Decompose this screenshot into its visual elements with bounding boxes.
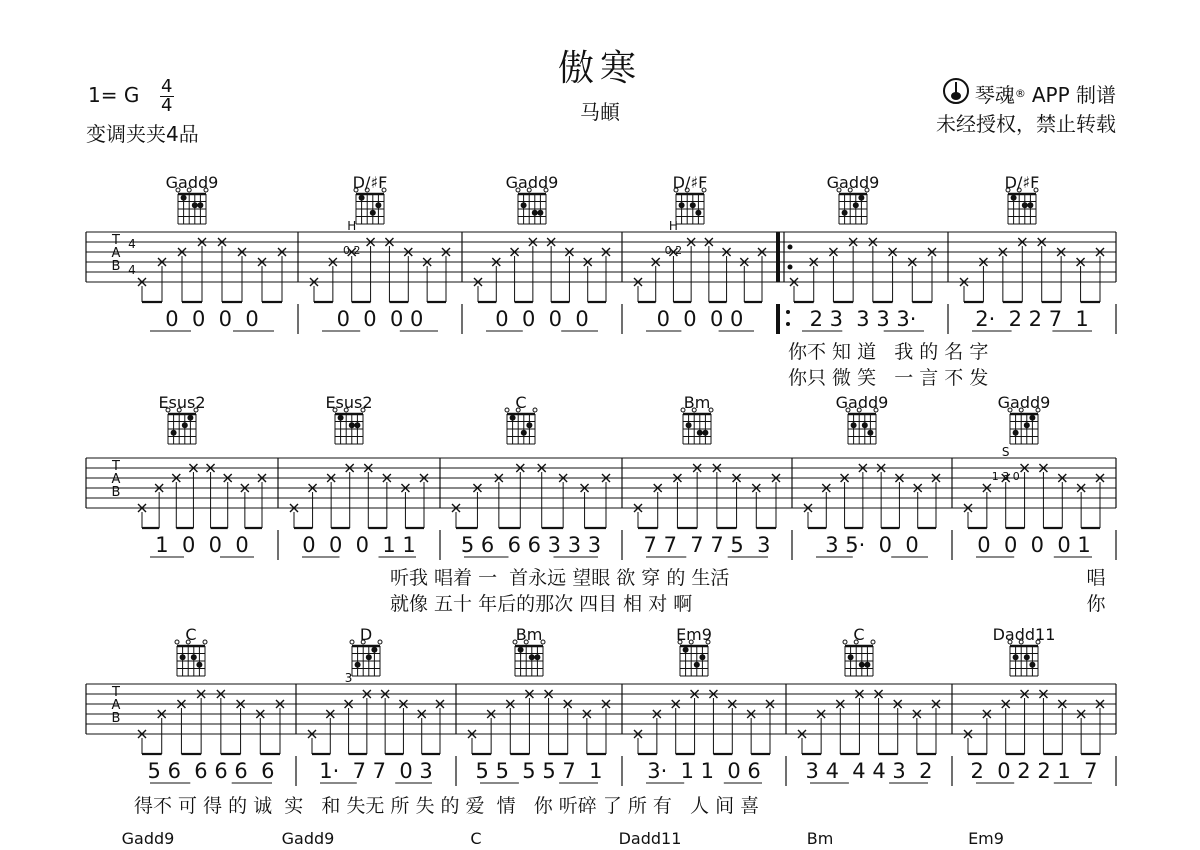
fret-number: 1 3 0 <box>991 470 1020 483</box>
chord-diagram-1-1 <box>333 408 365 444</box>
diagram-dot <box>1024 422 1030 428</box>
diagram-dot <box>370 210 376 216</box>
diagram-dot <box>686 422 692 428</box>
tab-clef-letter: B <box>111 259 121 274</box>
diagram-dot <box>371 647 377 653</box>
notation-numbers: 0 0 0 0 <box>165 307 259 331</box>
chord-name: D <box>359 625 373 644</box>
repeat-dot <box>786 310 790 314</box>
diagram-dot <box>1013 654 1019 660</box>
time-top: 4 <box>160 76 173 97</box>
diagram-dot <box>858 195 864 201</box>
technique-mark: H <box>668 219 678 233</box>
chord-name: Gadd9 <box>505 173 559 192</box>
chord-diagram-0-0 <box>176 188 208 224</box>
chord-name: C <box>515 393 527 412</box>
technique-mark: H <box>347 219 357 233</box>
diagram-dot <box>851 422 857 428</box>
diagram-dot <box>534 654 540 660</box>
song-artist: 马頔 <box>580 100 620 124</box>
chord-diagram-0-2 <box>516 188 548 224</box>
diagram-dot <box>862 422 868 428</box>
chord-name: Gadd9 <box>835 393 889 412</box>
chord-diagram-2-4 <box>843 640 875 676</box>
lyric-line: 听我 唱着 一 首永远 望眼 欲 穿 的 生活 <box>390 567 730 589</box>
diagram-dot <box>529 654 535 660</box>
diagram-dot <box>1022 202 1028 208</box>
diagram-dot <box>187 415 193 421</box>
chord-name: D/♯F <box>672 173 708 192</box>
chord-name: D/♯F <box>1004 173 1040 192</box>
brand-suffix: APP 制谱 <box>1031 83 1116 107</box>
chord-diagram-0-1 <box>354 188 386 224</box>
notation-numbers: 3 5· 0 0 <box>825 533 919 557</box>
chord-name: Em9 <box>676 625 712 644</box>
chord-diagram-0-4 <box>837 188 869 224</box>
diagram-dot <box>180 654 186 660</box>
time-bottom: 4 <box>160 95 173 116</box>
copyright-notice: 未经授权，禁止转载 <box>936 112 1116 136</box>
brand-mark: ® <box>1014 87 1026 100</box>
diagram-dot <box>338 415 344 421</box>
notation-numbers: 3· 1 1 0 6 <box>647 759 761 783</box>
diagram-open <box>533 408 537 412</box>
diagram-dot <box>197 202 203 208</box>
diagram-open <box>203 640 207 644</box>
diagram-open <box>871 640 875 644</box>
chord-diagram-0-5 <box>1006 188 1038 224</box>
diagram-dot <box>848 654 854 660</box>
chord-name: Bm <box>683 393 711 412</box>
repeat-dot <box>788 265 793 270</box>
lyric-line: 得不 可 得 的 诚 实 和 失无 所 失 的 爱 情 你 听碎 了 所 有 人 间 喜 <box>134 795 760 817</box>
chord-name: Bm <box>515 625 543 644</box>
diagram-open <box>378 640 382 644</box>
chord-name: C <box>185 625 197 644</box>
notation-numbers: 5 5 5 5 7 1 <box>475 759 603 783</box>
lyric-pickup: 唱 <box>1086 567 1106 589</box>
fret-number: 0 2 <box>664 244 683 257</box>
diagram-open <box>175 640 179 644</box>
chord-diagram-1-0 <box>166 408 198 444</box>
diagram-dot <box>1024 654 1030 660</box>
diagram-dot <box>1013 430 1019 436</box>
diagram-open <box>505 408 509 412</box>
tab-clef-letter: A <box>111 246 121 261</box>
diagram-open <box>350 640 354 644</box>
tab-clef-letter: T <box>112 459 120 474</box>
lyric-line: 就像 五十 年后的那次 四目 相 对 啊 <box>390 593 693 615</box>
diagram-dot <box>355 662 361 668</box>
tab-clef-letter: B <box>111 711 121 726</box>
diagram-dot <box>354 422 360 428</box>
diagram-dot <box>694 662 700 668</box>
diagram-dot <box>171 430 177 436</box>
diagram-dot <box>181 195 187 201</box>
chord-diagram-0-3 <box>674 188 706 224</box>
diagram-dot <box>859 662 865 668</box>
diagram-dot <box>349 422 355 428</box>
diagram-dot <box>1029 662 1035 668</box>
tab-clef-letter: B <box>111 485 121 500</box>
chord-diagram-1-4 <box>846 408 878 444</box>
chord-diagram-2-3 <box>678 640 710 676</box>
notation-numbers: 0 0 0 0 1 <box>977 533 1091 557</box>
notation-numbers: 1· 7 7 0 3 <box>319 759 433 783</box>
chord-name: D/♯F <box>352 173 388 192</box>
diagram-dot <box>699 654 705 660</box>
chord-name: C <box>470 829 482 848</box>
diagram-dot <box>526 422 532 428</box>
repeat-dot <box>788 245 793 250</box>
notation-numbers: 0 0 0 0 <box>656 307 744 331</box>
lyric-line: 你只 微 笑 一 言 不 发 <box>788 367 989 389</box>
capo-note: 变调夹夹4品 <box>86 122 199 146</box>
diagram-dot <box>702 430 708 436</box>
chord-name: Gadd9 <box>997 393 1051 412</box>
diagram-dot <box>679 202 685 208</box>
diagram-dot <box>695 210 701 216</box>
diagram-dot <box>1029 415 1035 421</box>
chord-name: Gadd9 <box>121 829 175 848</box>
diagram-dot <box>375 202 381 208</box>
fret-number: 0 2 <box>342 244 361 257</box>
notation-numbers: 1 0 0 0 <box>155 533 249 557</box>
chord-name: Em9 <box>968 829 1004 848</box>
chord-diagram-1-5 <box>1008 408 1040 444</box>
diagram-dot <box>366 654 372 660</box>
tab-clef-letter: A <box>111 472 121 487</box>
notation-numbers: 0 0 0 0 <box>495 307 589 331</box>
chord-diagram-2-5 <box>1008 640 1040 676</box>
chord-name: Gadd9 <box>281 829 335 848</box>
diagram-dot <box>518 647 524 653</box>
staff-time-bottom: 4 <box>128 263 136 277</box>
chord-name: Dadd11 <box>992 625 1056 644</box>
chord-diagram-2-2 <box>513 640 545 676</box>
chord-name: Dadd11 <box>618 829 682 848</box>
diagram-dot <box>532 210 538 216</box>
diagram-dot <box>1011 195 1017 201</box>
tab-clef-letter: A <box>111 698 121 713</box>
notation-numbers: 2 3 3 3 3· <box>809 307 917 331</box>
chord-diagram-2-0 <box>175 640 207 676</box>
tab-clef-letter: T <box>112 233 120 248</box>
diagram-dot <box>191 654 197 660</box>
chord-name: Esus2 <box>158 393 206 412</box>
staff-time-top: 4 <box>128 237 136 251</box>
notation-numbers: 5 6 6 6 6 6 <box>147 759 275 783</box>
lyric-line: 你不 知 道 我 的 名 字 <box>788 341 989 363</box>
diagram-dot <box>521 202 527 208</box>
chord-diagram-2-1 <box>350 640 382 676</box>
diagram-dot <box>683 647 689 653</box>
lyric-pickup: 你 <box>1086 593 1106 615</box>
technique-mark: 3 <box>344 671 353 685</box>
diagram-dot <box>690 202 696 208</box>
chord-name: Gadd9 <box>826 173 880 192</box>
diagram-dot <box>359 195 365 201</box>
diagram-dot <box>1027 202 1033 208</box>
notation-numbers: 7 7 7 7 5 3 <box>643 533 771 557</box>
diagram-dot <box>853 202 859 208</box>
repeat-dot <box>786 322 790 326</box>
chord-diagram-1-3 <box>681 408 713 444</box>
diagram-dot <box>521 430 527 436</box>
notation-numbers: 5 6 6 6 3 3 3 <box>460 533 602 557</box>
diagram-dot <box>842 210 848 216</box>
tab-clef-letter: T <box>112 685 120 700</box>
technique-mark: S <box>1001 445 1010 459</box>
diagram-dot <box>537 210 543 216</box>
chord-name: Esus2 <box>325 393 373 412</box>
key-label: 1= G <box>88 83 140 107</box>
notation-numbers: 3 4 4 4 3 2 <box>805 759 933 783</box>
diagram-dot <box>196 662 202 668</box>
diagram-dot <box>697 430 703 436</box>
diagram-open <box>843 640 847 644</box>
notation-numbers: 0 0 0 0 <box>336 307 424 331</box>
brand-name: 琴魂 <box>974 83 1015 107</box>
notation-numbers: 2· 2 2 7 1 <box>975 307 1089 331</box>
chord-name: Bm <box>806 829 834 848</box>
diagram-dot <box>864 662 870 668</box>
notation-numbers: 0 0 0 1 1 <box>302 533 416 557</box>
diagram-dot <box>182 422 188 428</box>
diagram-dot <box>192 202 198 208</box>
song-title: 傲寒 <box>557 48 642 89</box>
chord-name: Gadd9 <box>165 173 219 192</box>
chord-diagram-1-2 <box>505 408 537 444</box>
notation-numbers: 2 0 2 2 1 7 <box>970 759 1098 783</box>
diagram-dot <box>867 430 873 436</box>
chord-name: C <box>853 625 865 644</box>
diagram-dot <box>510 415 516 421</box>
